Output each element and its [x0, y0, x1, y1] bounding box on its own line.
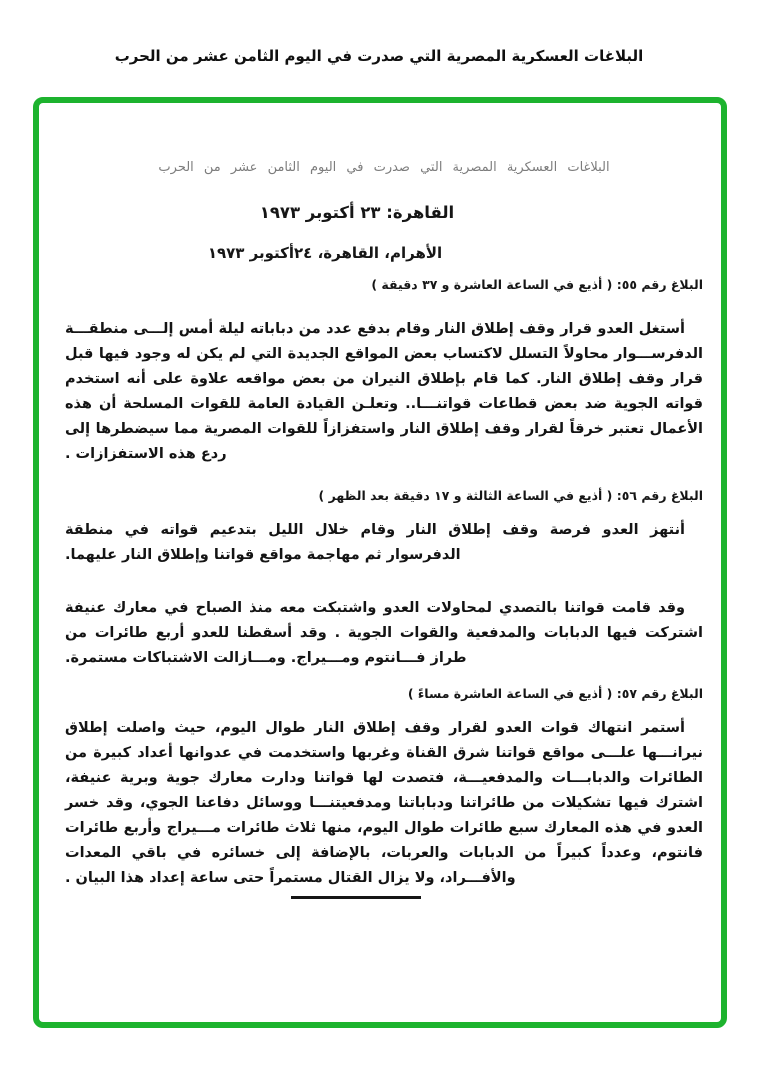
communique-57-heading: البلاغ رقم ٥٧: ( أذيع في الساعة العاشرة مساءً ): [407, 686, 703, 701]
document-content: [39, 160, 721, 891]
communique-56-heading: البلاغ رقم ٥٦: ( أذيع في الساعة الثالثة و ١٧ دقيقة بعد الظهر ): [318, 488, 703, 503]
scanned-document-title: البلاغات العسكرية المصرية التي صدرت في اليوم الثامن عشر من الحرب: [158, 160, 610, 175]
source-line: الأهرام، القاهرة، ٢٤أكتوبر ١٩٧٣: [207, 244, 443, 262]
divider-line: [291, 896, 421, 899]
communique-55-paragraph: أستغل العدو قرار وقف إطلاق النار وقام بدفع عدد من دباباته ليلة أمس إلـــى منطقـــة الدفرســـوار محاولاً التسلل لاكتساب بعض المواقع الجديدة التي لم يكن له وجود فيها قبل قرار وقف إطلاق النار. كما قام بإطلاق النيران من بعض مواقعه علاوة على أنه استخدم قواته الجوية ضد بعض قطاعات قواتنـــا.. وتعلـن القيادة العامة للقوات المسلحة أن هذه الأعمال تعتبر خرقاً لقرار وقف إطلاق النار واستفزازاً للقوات المصرية مما سيضطرها إلى ردع هذه الاستفزازات .: [65, 321, 703, 462]
communique-56-paragraph-2: وقد قامت قواتنا بالتصدي لمحاولات العدو واشتبكت معه منذ الصباح في معارك عنيفة اشتركت فيها الدبابات والمدفعية والقوات الجوية . وقد أسقطنا للعدو أربع طائرات من طراز فـــانتوم ومـــيراج. ومـــازالت الاشتباكات مستمرة.: [65, 600, 703, 666]
communique-56-paragraph-1: أنتهز العدو فرصة وقف إطلاق النار وقام خلال الليل بتدعيم قواته في منطقة الدفرسوار ثم مهاجمة مواقع قواتنا وإطلاق النار عليهما.: [65, 522, 685, 563]
document-frame: [33, 97, 727, 1028]
communique-55-heading: البلاغ رقم ٥٥: ( أذيع في الساعة العاشرة و ٣٧ دقيقة ): [371, 277, 703, 292]
page-title: البلاغات العسكرية المصرية التي صدرت في اليوم الثامن عشر من الحرب: [114, 47, 644, 65]
dateline: القاهرة: ٢٣ أكتوبر ١٩٧٣: [259, 203, 455, 222]
communique-57-paragraph: أستمر انتهاك قوات العدو لقرار وقف إطلاق النار طوال اليوم، حيث واصلت إطلاق نيرانـــها علـــى مواقع قواتنا شرق القناة وغربها واستخدمت في عدوانها أعداد كبيرة من الطائرات والدبابـــات والمدفعيـــة، فتصدت لها قواتنا ودارت معارك جوية وبرية عنيفة، اشترك فيها تشكيلات من طائراتنا ودباباتنا ومدفعيتنـــا ووسائل دفاعنا الجوي، وقد خسر العدو في هذه المعارك سبع طائرات طوال اليوم، منها ثلاث طائرات مـــيراج وأربع طائرات فانتوم، وعدداً كبيراً من الدبابات والعربات، بالإضافة إلى خسائره في باقي المعدات والأفـــراد، ولا يزال القتال مستمراً حتى ساعة إعداد هذا البيان .: [65, 720, 703, 886]
